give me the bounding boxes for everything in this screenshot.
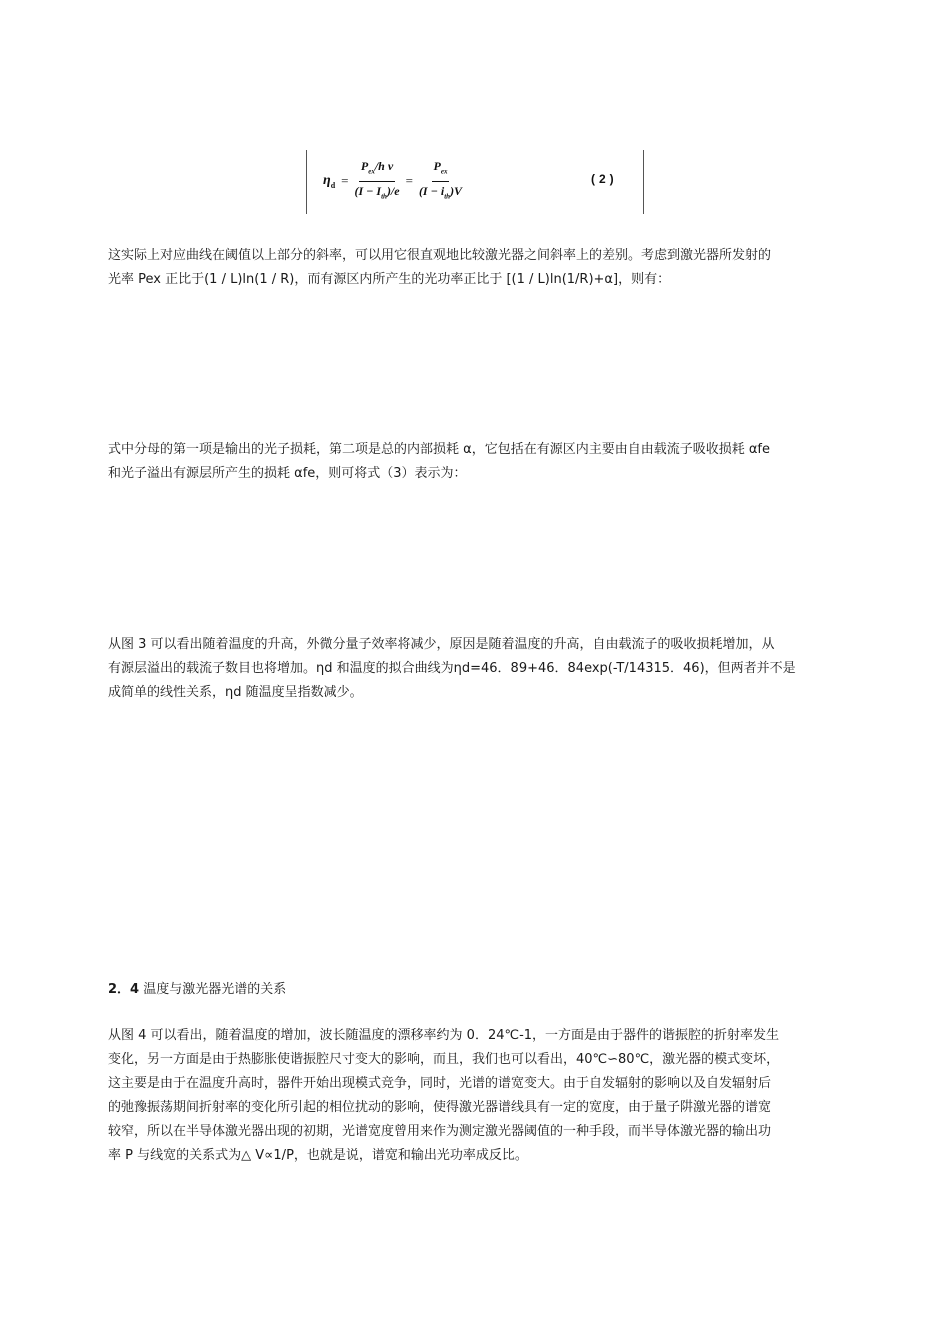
section-heading [108, 978, 844, 1002]
fraction-1 [352, 157, 401, 205]
paragraph-line: 的弛豫振荡期间折射率的变化所引起的相位扰动的影响，使得激光器谱线具有一定的宽度，由于量子阱激光器的谱宽 [108, 1100, 772, 1115]
fraction-1-numerator: $P_{ex}/h$ ν [359, 157, 395, 181]
equation-2-image [306, 150, 644, 214]
fraction-1-denominator: $(I - I_{th})/e$ [354, 183, 400, 200]
paragraph-line: 和光子溢出有源层所产生的损耗 αfe，则可将式（3）表示为： [108, 466, 467, 481]
paragraph-line: 从图 3 可以看出随着温度的升高，外微分量子效率将减少，原因是随着温度的升高，自由载流子的吸收损耗增加，从 [108, 637, 775, 652]
paragraph-line: 率 P 与线宽的关系式为△ V∝1/P，也就是说，谱宽和输出光功率成反比。 [108, 1148, 528, 1163]
paragraph-slope [108, 244, 844, 292]
paragraph-temperature-efficiency [108, 633, 844, 705]
paragraph-line: 这主要是由于在温度升高时，器件开始出现模式竞争，同时，光谱的谱宽变大。由于自发辐射的影响以及自发辐射后 [108, 1076, 772, 1091]
paragraph-line: 光率 Pex 正比于(1 / L)ln(1 / R)，而有源区内所产生的光功率正比于 [(1 / L)ln(1/R)+α]，则有： [108, 272, 671, 287]
paragraph-line: 式中分母的第一项是输出的光子损耗，第二项是总的内部损耗 α，它包括在有源区内主要由自由载流子吸收损耗 αfe [108, 442, 770, 457]
paragraph-line: 变化，另一方面是由于热膨胀使谐振腔尺寸变大的影响，而且，我们也可以看出，40℃∽80℃，激光器的模式变坏， [108, 1052, 780, 1067]
equation-2 [323, 158, 464, 204]
section-title: 温度与激光器光谱的关系 [143, 982, 287, 997]
paragraph-line: 有源层溢出的载流子数目也将增加。ηd 和温度的拟合曲线为ηd=46．89+46．84exp(-T/14315．46)，但两者并不是 [108, 661, 796, 676]
paragraph-line: 这实际上对应曲线在阈值以上部分的斜率，可以用它很直观地比较激光器之间斜率上的差别。考虑到激光器所发射的 [108, 248, 772, 263]
paragraph-line: 较窄，所以在半导体激光器出现的初期，光谱宽度曾用来作为测定激光器阈值的一种手段，而半导体激光器的输出功 [108, 1124, 772, 1139]
paragraph-loss [108, 438, 844, 486]
equals-sign: = [341, 173, 349, 188]
paragraph-spectrum [108, 1024, 844, 1168]
fraction-2 [417, 157, 464, 205]
eta-symbol: $\eta_d$ [323, 172, 336, 190]
section-number: 2．4 [108, 982, 140, 997]
paragraph-line: 成简单的线性关系，ηd 随温度呈指数减少。 [108, 685, 363, 700]
paragraph-line: 从图 4 可以看出，随着温度的增加，波长随温度的漂移率约为 0．24℃-1，一方面是由于器件的谐振腔的折射率发生 [108, 1028, 780, 1043]
equation-number: (2) [591, 172, 618, 186]
equals-sign: = [405, 173, 413, 188]
fraction-2-numerator: $P_{ex}$ [432, 157, 450, 181]
fraction-2-denominator: $(I - i_{th})V$ [418, 183, 463, 200]
